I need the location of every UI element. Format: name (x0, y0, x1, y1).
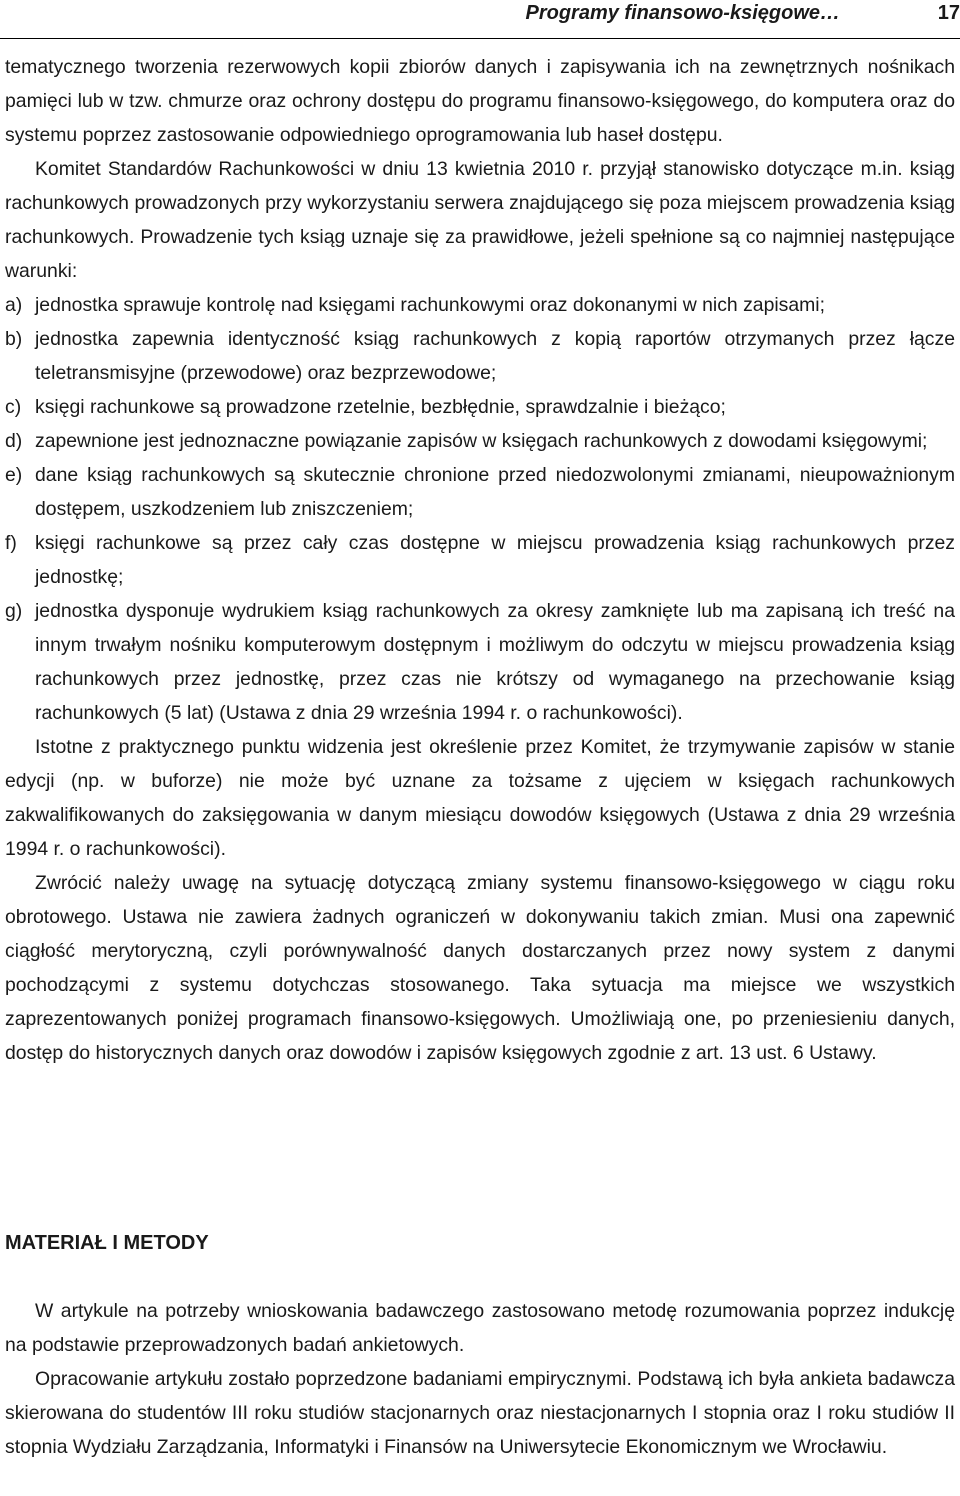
list-item (5, 526, 955, 594)
list-marker: a) (5, 294, 23, 316)
paragraph-zwrocic: Zwrócić należy uwagę na sytuację dotyczącą zmiany systemu finansowo-księgowego w ciągu roku obrotowego. Ustawa nie zawiera żadnych ograniczeń w dokonywaniu takich zmian. Musi ona zapewnić ciągłość merytoryczną, czyli porównywalność danych dostarczanych przez nowy system z danymi pochodzącymi z systemu dotychczas stosowanego. Taka sytuacja ma miejsce we wszystkich zaprezentowanych poniżej programach finansowo-księgowych. Umożliwiają one, po przeniesieniu danych, dostęp do historycznych danych oraz dowodów i zapisów księgowych zgodnie z art. 13 ust. 6 Ustawy. (5, 872, 955, 1064)
paragraph-komitet: Komitet Standardów Rachunkowości w dniu 13 kwietnia 2010 r. przyjął stanowisko dotyczące m.in. ksiąg rachunkowych prowadzonych przy wykorzystaniu serwera znajdującego się poza miejscem prowadzenia ksiąg rachunkowych. Prowadzenie tych ksiąg uznaje się za prawidłowe, jeżeli spełnione są co najmniej następujące warunki: (5, 158, 955, 282)
body-text (5, 50, 955, 1070)
list-item-text: księgi rachunkowe są przez cały czas dostępne w miejscu prowadzenia ksiąg rachunkowych przez jednostkę; (35, 532, 955, 588)
list-item (5, 424, 955, 458)
paragraph-opracowanie: Opracowanie artykułu zostało poprzedzone badaniami empirycznymi. Podstawą ich była ankieta badawcza skierowana do studentów III roku studiów stacjonarnych oraz niestacjonarnych I stopnia oraz I roku studiów II stopnia Wydziału Zarządzania, Informatyki i Finansów na Uniwersytecie Ekonomicznym we Wrocławiu. (5, 1368, 955, 1458)
list-item-text: jednostka sprawuje kontrolę nad księgami rachunkowymi oraz dokonanymi w nich zapisami; (35, 294, 826, 316)
list-item-text: jednostka dysponuje wydrukiem ksiąg rachunkowych za okresy zamknięte lub ma zapisaną ich treść na innym trwałym nośniku komputerowym dostępnym i możliwym do odczytu w miejscu prowadzenia ksiąg rachunkowych przez jednostkę, przez czas nie krótszy od wymaganego na przechowanie ksiąg rachunkowych (5 lat) (Ustawa z dnia 29 września 1994 r. o rachunkowości). (35, 600, 955, 724)
list-marker: e) (5, 464, 23, 486)
list-item-text: dane ksiąg rachunkowych są skutecznie chronione przed niedozwolonymi zmianami, nieupoważnionym dostępem, uszkodzeniem lub zniszczeniem; (35, 464, 955, 520)
list-item-text: zapewnione jest jednoznaczne powiązanie zapisów w księgach rachunkowych z dowodami księgowymi; (35, 430, 928, 452)
running-header (0, 0, 960, 39)
running-title: Programy finansowo-księgowe… (525, 2, 840, 24)
list-marker: g) (5, 600, 23, 622)
page-number: 17 (937, 2, 960, 24)
list-marker: f) (5, 532, 17, 554)
list-item-text: księgi rachunkowe są prowadzone rzetelnie, bezbłędnie, sprawdzalnie i bieżąco; (35, 396, 726, 418)
list-item (5, 458, 955, 526)
section-body (5, 1294, 955, 1464)
list-marker: c) (5, 396, 22, 418)
paragraph-istotne: Istotne z praktycznego punktu widzenia jest określenie przez Komitet, że trzymywanie zapisów w stanie edycji (np. w buforze) nie może być uznane za tożsame z ujęciem w księgach rachunkowych zakwalifikowanych do zaksięgowania w danym miesiącu dowodów księgowych (Ustawa z dnia 29 września 1994 r. o rachunkowości). (5, 736, 955, 860)
section-heading: MATERIAŁ I METODY (5, 1232, 209, 1254)
paragraph-continuation: tematycznego tworzenia rezerwowych kopii zbiorów danych i zapisywania ich na zewnętrznych nośnikach pamięci lub w tzw. chmurze oraz ochrony dostępu do programu finansowo-księgowego, do komputera oraz do systemu poprzez zastosowanie odpowiedniego oprogramowania lub haseł dostępu. (5, 56, 955, 146)
list-item (5, 322, 955, 390)
conditions-list (5, 288, 955, 730)
list-item (5, 288, 955, 322)
list-item (5, 594, 955, 730)
list-marker: b) (5, 328, 23, 350)
list-marker: d) (5, 430, 23, 452)
paragraph-artykul: W artykule na potrzeby wnioskowania badawczego zastosowano metodę rozumowania poprzez indukcję na podstawie przeprowadzonych badań ankietowych. (5, 1300, 955, 1356)
list-item-text: jednostka zapewnia identyczność ksiąg rachunkowych z kopią raportów otrzymanych przez łącze teletransmisyjne (przewodowe) oraz bezprzewodowe; (35, 328, 955, 384)
list-item (5, 390, 955, 424)
